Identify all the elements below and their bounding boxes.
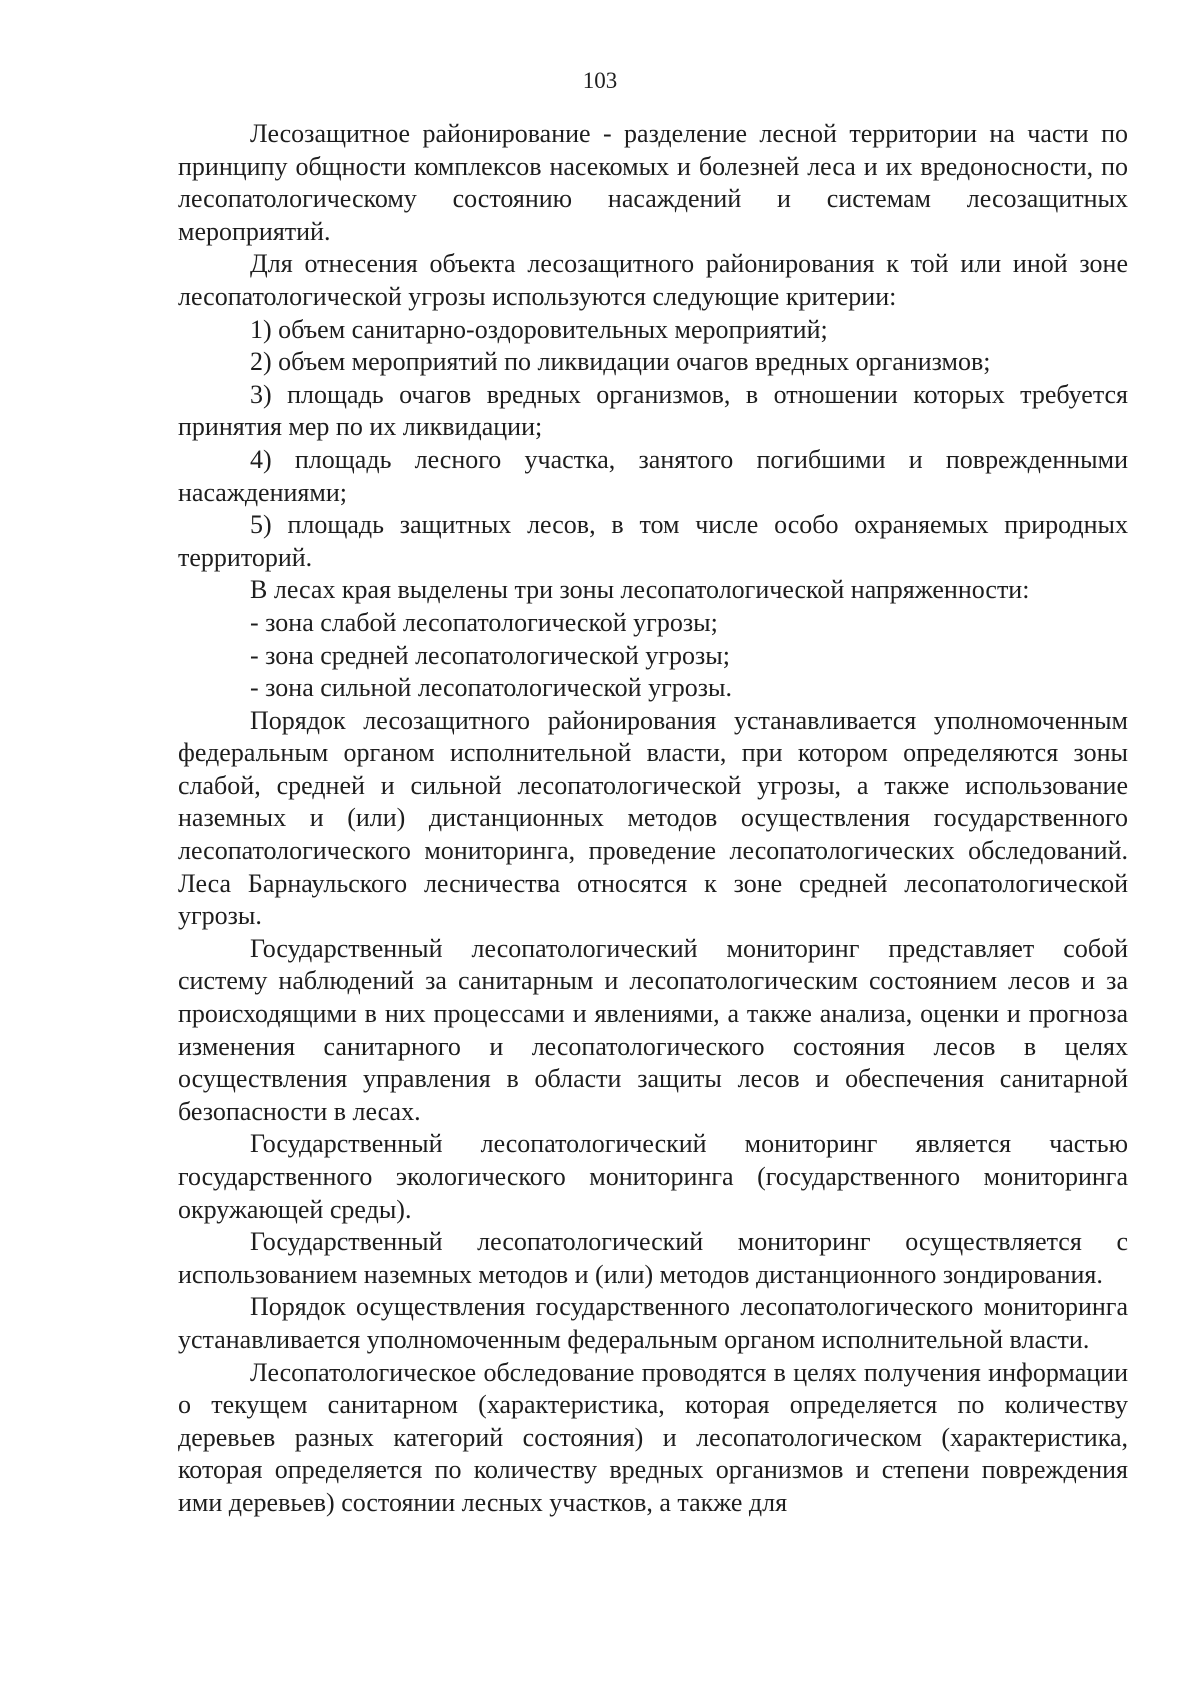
criteria-item-1: 1) объем санитарно-оздоровительных мероприятий;	[250, 314, 828, 344]
criteria-item-3: 3) площадь очагов вредных организмов, в отношении которых требуется принятия мер по их ликвидации;	[178, 379, 1128, 442]
paragraph-monitoring-definition: Государственный лесопатологический мониторинг представляет собой систему наблюдений за санитарным и лесопатологическим состоянием лесов и за происходящими в них процессами и явлениями, а также анализа, оценки и прогноза изменения санитарного и лесопатологического состояния лесов в целях осуществления управления в области защиты лесов и обеспечения санитарной безопасности в лесах.	[178, 933, 1128, 1126]
paragraph-survey: Лесопатологическое обследование проводятся в целях получения информации о текущем санитарном (характеристика, которая определяется по количеству деревьев разных категорий состояния) и лесопатологическом (характеристика, которая определяется по количеству вредных организмов и степени повреждения ими деревьев) состоянии лесных участков, а также для	[178, 1357, 1128, 1517]
paragraph-monitoring-methods: Государственный лесопатологический мониторинг осуществляется с использованием наземных методов и (или) методов дистанционного зондирования.	[178, 1227, 1128, 1289]
zone-item-weak: - зона слабой лесопатологической угрозы;	[250, 607, 718, 637]
paragraph-criteria-intro: Для отнесения объекта лесозащитного районирования к той или иной зоне лесопатологической угрозы используются следующие критерии:	[178, 249, 1128, 311]
zone-item-medium: - зона средней лесопатологической угрозы;	[250, 640, 730, 670]
document-body	[178, 118, 1128, 1520]
paragraph-definition: Лесозащитное районирование - разделение лесной территории на части по принципу общности комплексов насекомых и болезней леса и их вредоносности, по лесопатологическому состоянию насаждений и системам лесозащитных мероприятий.	[178, 119, 1128, 246]
criteria-item-2: 2) объем мероприятий по ликвидации очагов вредных организмов;	[250, 347, 991, 377]
criteria-item-4: 4) площадь лесного участка, занятого погибшими и поврежденными насаждениями;	[178, 444, 1128, 507]
paragraph-monitoring-part: Государственный лесопатологический мониторинг является частью государственного экологического мониторинга (государственного мониторинга окружающей среды).	[178, 1129, 1128, 1224]
zone-item-strong: - зона сильной лесопатологической угрозы.	[250, 673, 732, 703]
page-number: 103	[582, 68, 618, 93]
criteria-item-5: 5) площадь защитных лесов, в том числе особо охраняемых природных территорий.	[178, 510, 1128, 572]
paragraph-zones-intro: В лесах края выделены три зоны лесопатологической напряженности:	[250, 575, 1030, 605]
paragraph-zoning-procedure: Порядок лесозащитного районирования устанавливается уполномоченным федеральным органом исполнительной власти, при котором определяются зоны слабой, средней и сильной лесопатологической угрозы, а также использование наземных и (или) дистанционных методов осуществления государственного лесопатологического мониторинга, проведение лесопатологических обследований. Леса Барнаульского лесничества относятся к зоне средней лесопатологической угрозы.	[178, 705, 1128, 931]
paragraph-monitoring-procedure: Порядок осуществления государственного лесопатологического мониторинга устанавливается уполномоченным федеральным органом исполнительной власти.	[178, 1292, 1128, 1354]
